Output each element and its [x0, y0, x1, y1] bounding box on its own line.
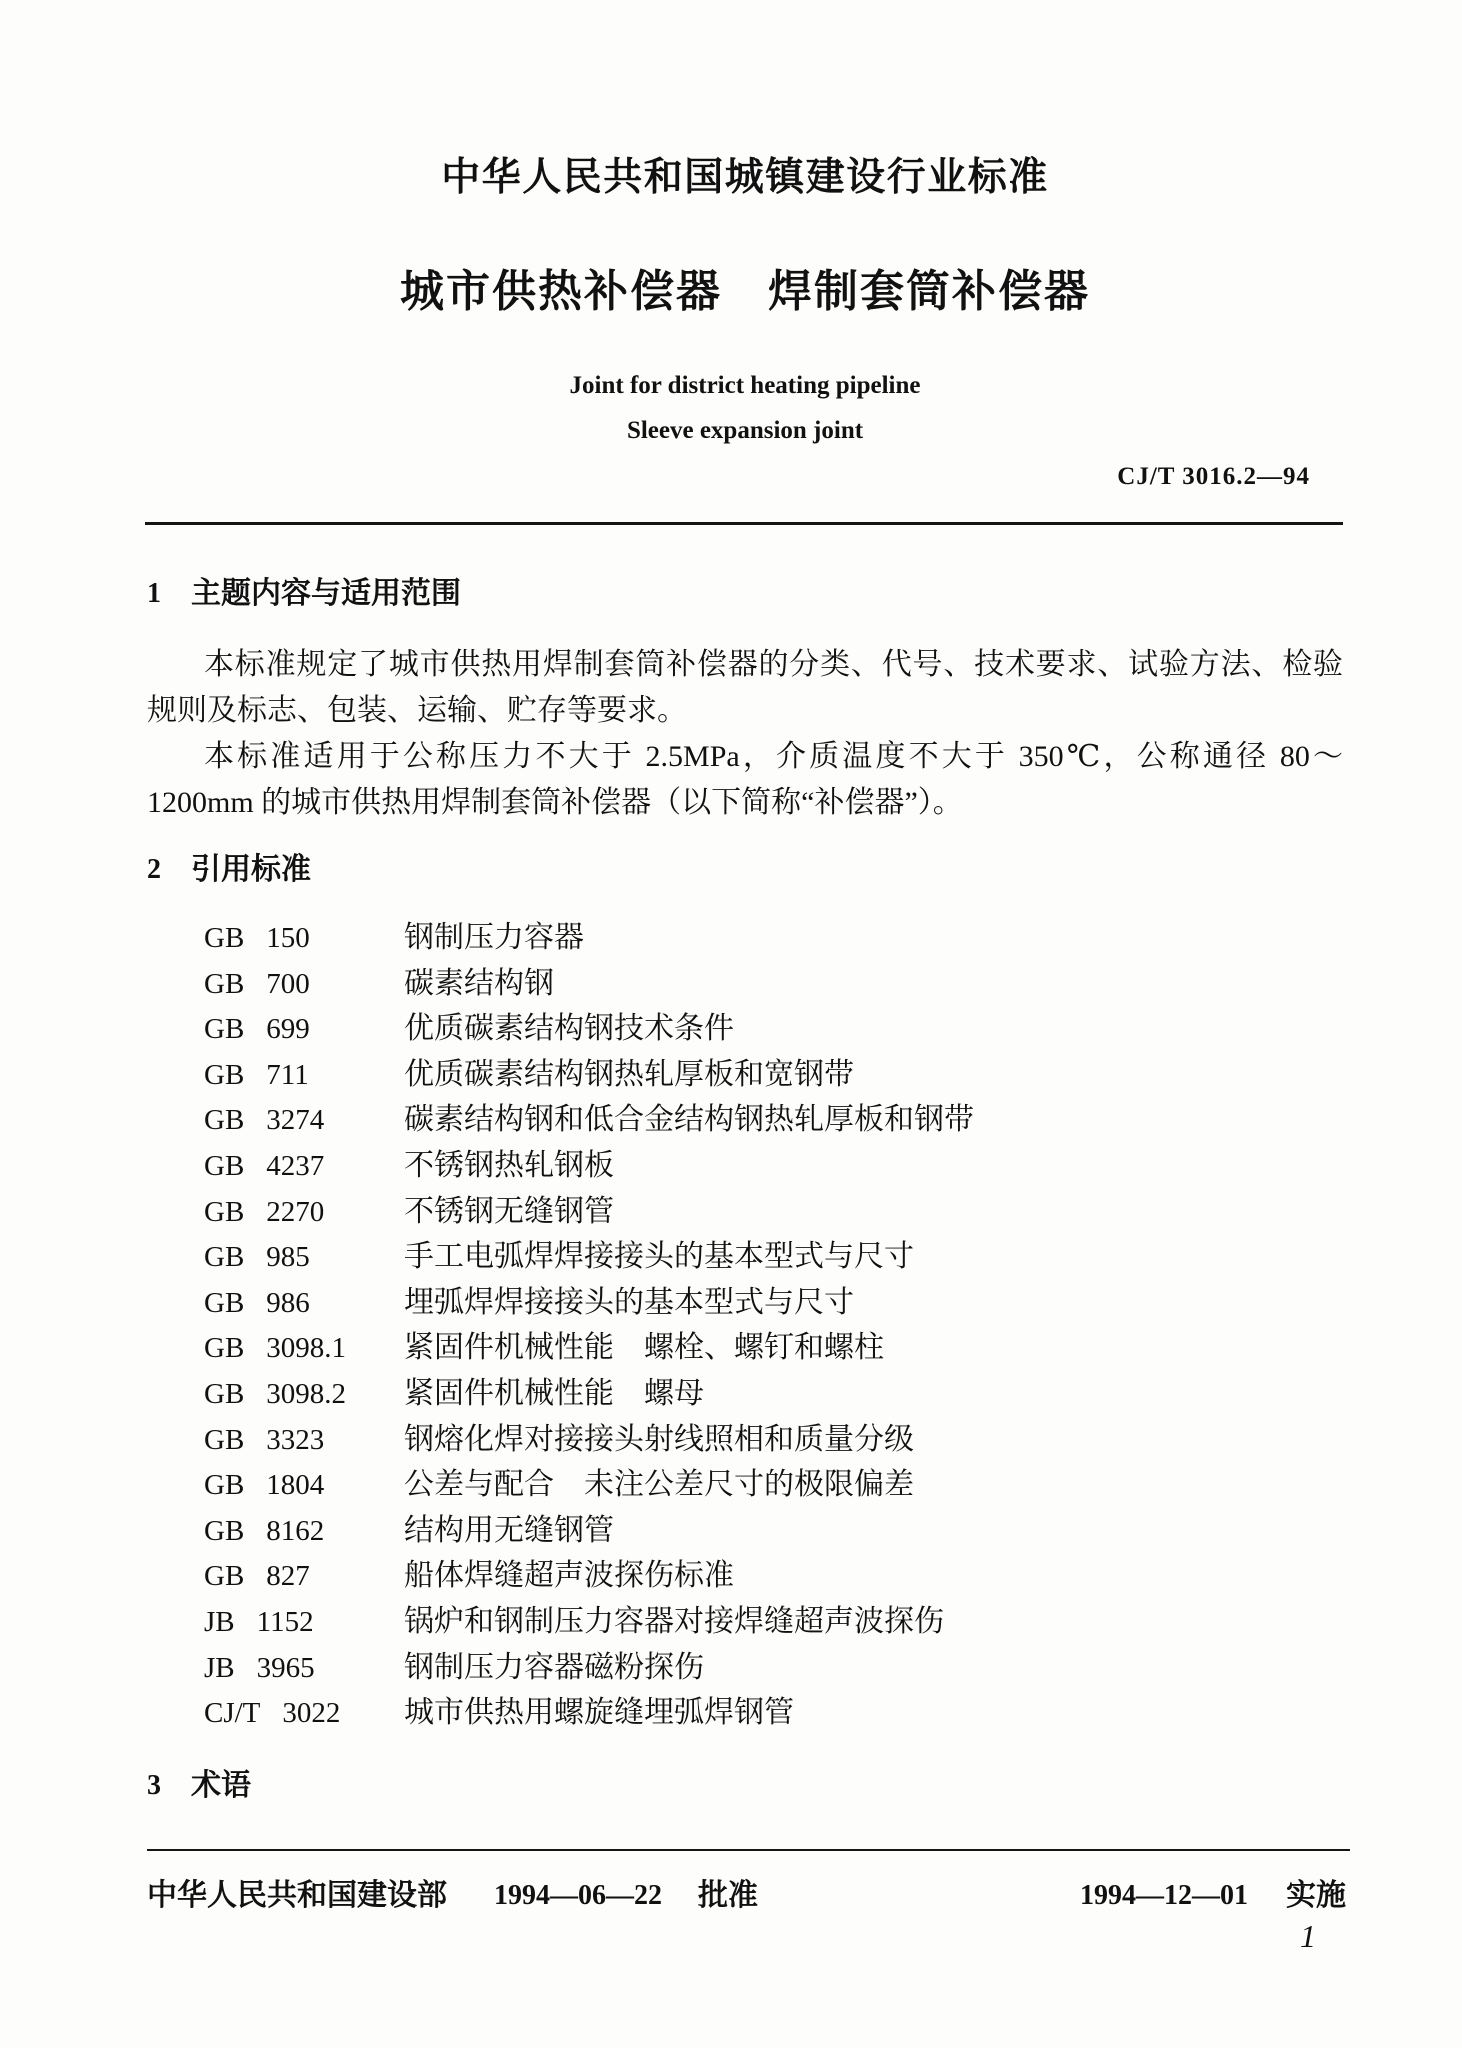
reference-code: JB [204, 1651, 235, 1684]
reference-title: 手工电弧焊焊接接头的基本型式与尺寸 [404, 1240, 914, 1274]
reference-number: 699 [266, 1013, 310, 1046]
reference-title: 结构用无缝钢管 [404, 1513, 614, 1547]
reference-code: GB [204, 1149, 245, 1182]
approval-date: 1994—06—22 [494, 1880, 662, 1911]
reference-title: 优质碳素结构钢技术条件 [404, 1012, 734, 1046]
paragraph-line: 1200mm 的城市供热用焊制套筒补偿器（以下简称“补偿器”）。 [147, 786, 963, 819]
reference-item [204, 961, 1204, 1007]
reference-number: 150 [266, 922, 310, 954]
reference-number: 3022 [282, 1697, 341, 1730]
reference-item [204, 1325, 1204, 1371]
reference-item [204, 1690, 1204, 1736]
effective-date: 1994—12—01 [1080, 1880, 1248, 1911]
reference-number: 827 [266, 1560, 310, 1593]
reference-code: GB [204, 1241, 245, 1274]
reference-code: CJ/T [204, 1697, 261, 1730]
section-heading: 术语 [191, 1768, 251, 1803]
reference-title: 优质碳素结构钢热轧厚板和宽钢带 [404, 1057, 854, 1091]
reference-item [204, 1371, 1204, 1417]
reference-code: GB [204, 922, 245, 954]
reference-title: 埋弧焊焊接接头的基本型式与尺寸 [404, 1285, 854, 1319]
reference-code: GB [204, 1377, 245, 1410]
reference-code: GB [204, 1195, 245, 1228]
reference-item [204, 1645, 1204, 1691]
issuer-name: 中华人民共和国建设部 [147, 1878, 447, 1913]
reference-title: 公差与配合 未注公差尺寸的极限偏差 [404, 1468, 914, 1502]
reference-code: GB [204, 1469, 245, 1502]
reference-number: 2270 [266, 1195, 325, 1228]
reference-item [204, 1189, 1204, 1235]
header-divider [145, 522, 1343, 525]
section-number: 3 [147, 1770, 161, 1801]
reference-item [204, 1234, 1204, 1280]
reference-title: 锅炉和钢制压力容器对接焊缝超声波探伤 [404, 1604, 944, 1638]
document-title: 城市供热补偿器 焊制套筒补偿器 [400, 266, 1090, 317]
reference-title: 城市供热用螺旋缝埋弧焊钢管 [404, 1696, 794, 1730]
reference-number: 3274 [266, 1104, 325, 1137]
reference-item [204, 1462, 1204, 1508]
reference-number: 3323 [266, 1423, 325, 1456]
reference-number: 711 [266, 1058, 309, 1091]
reference-title: 紧固件机械性能 螺母 [404, 1376, 704, 1410]
standard-number: CJ/T 3016.2—94 [1117, 463, 1310, 490]
standard-category-title: 中华人民共和国城镇建设行业标准 [441, 155, 1049, 200]
reference-code: GB [204, 1286, 245, 1319]
approval-label: 批准 [698, 1878, 758, 1913]
reference-number: 3098.2 [266, 1377, 347, 1410]
reference-number: 986 [266, 1286, 310, 1319]
reference-title: 碳素结构钢 [404, 966, 554, 1000]
reference-code: GB [204, 967, 245, 1000]
reference-number: 1152 [256, 1605, 314, 1638]
reference-item [204, 1097, 1204, 1143]
reference-code: GB [204, 1104, 245, 1137]
reference-number: 8162 [266, 1514, 325, 1547]
paragraph-line: 本标准规定了城市供热用焊制套筒补偿器的分类、代号、技术要求、试验方法、检验 [204, 648, 1343, 681]
reference-number: 700 [266, 967, 310, 1000]
reference-number: 4237 [266, 1149, 325, 1182]
reference-title: 钢制压力容器磁粉探伤 [404, 1650, 704, 1684]
reference-item [204, 1006, 1204, 1052]
reference-item [204, 1417, 1204, 1463]
reference-list [204, 915, 1204, 1736]
reference-code: GB [204, 1560, 245, 1593]
reference-code: GB [204, 1423, 245, 1456]
reference-code: GB [204, 1332, 245, 1365]
english-title-line: Joint for district heating pipeline [569, 372, 921, 399]
reference-number: 3965 [256, 1651, 315, 1684]
section-number: 1 [147, 578, 161, 609]
reference-title: 碳素结构钢和低合金结构钢热轧厚板和钢带 [404, 1103, 974, 1137]
reference-title: 不锈钢热轧钢板 [404, 1148, 614, 1182]
reference-code: JB [204, 1605, 235, 1638]
effective-label: 实施 [1286, 1878, 1346, 1913]
reference-code: GB [204, 1013, 245, 1046]
footer-divider [147, 1849, 1350, 1851]
reference-title: 钢制压力容器 [404, 921, 584, 954]
reference-item [204, 1553, 1204, 1599]
section-number: 2 [147, 854, 161, 885]
reference-title: 船体焊缝超声波探伤标准 [404, 1559, 734, 1593]
page-number: 1 [1300, 1918, 1316, 1954]
reference-item [204, 1143, 1204, 1189]
reference-item [204, 1280, 1204, 1326]
reference-title: 不锈钢无缝钢管 [404, 1194, 614, 1228]
reference-code: GB [204, 1058, 245, 1091]
reference-item [204, 1508, 1204, 1554]
reference-number: 1804 [266, 1469, 325, 1502]
reference-title: 紧固件机械性能 螺栓、螺钉和螺柱 [404, 1331, 884, 1365]
paragraph-line: 规则及标志、包装、运输、贮存等要求。 [147, 694, 687, 727]
reference-item [204, 1599, 1204, 1645]
section-heading: 引用标准 [191, 852, 311, 887]
reference-number: 985 [266, 1241, 310, 1274]
reference-code: GB [204, 1514, 245, 1547]
section-heading: 主题内容与适用范围 [191, 576, 461, 611]
reference-item [204, 915, 1204, 961]
english-title-line: Sleeve expansion joint [626, 417, 864, 444]
reference-title: 钢熔化焊对接接头射线照相和质量分级 [404, 1422, 914, 1456]
reference-number: 3098.1 [266, 1332, 347, 1365]
reference-item [204, 1052, 1204, 1098]
paragraph-line: 本标准适用于公称压力不大于 2.5MPa，介质温度不大于 350℃，公称通径 80～ [204, 740, 1343, 773]
